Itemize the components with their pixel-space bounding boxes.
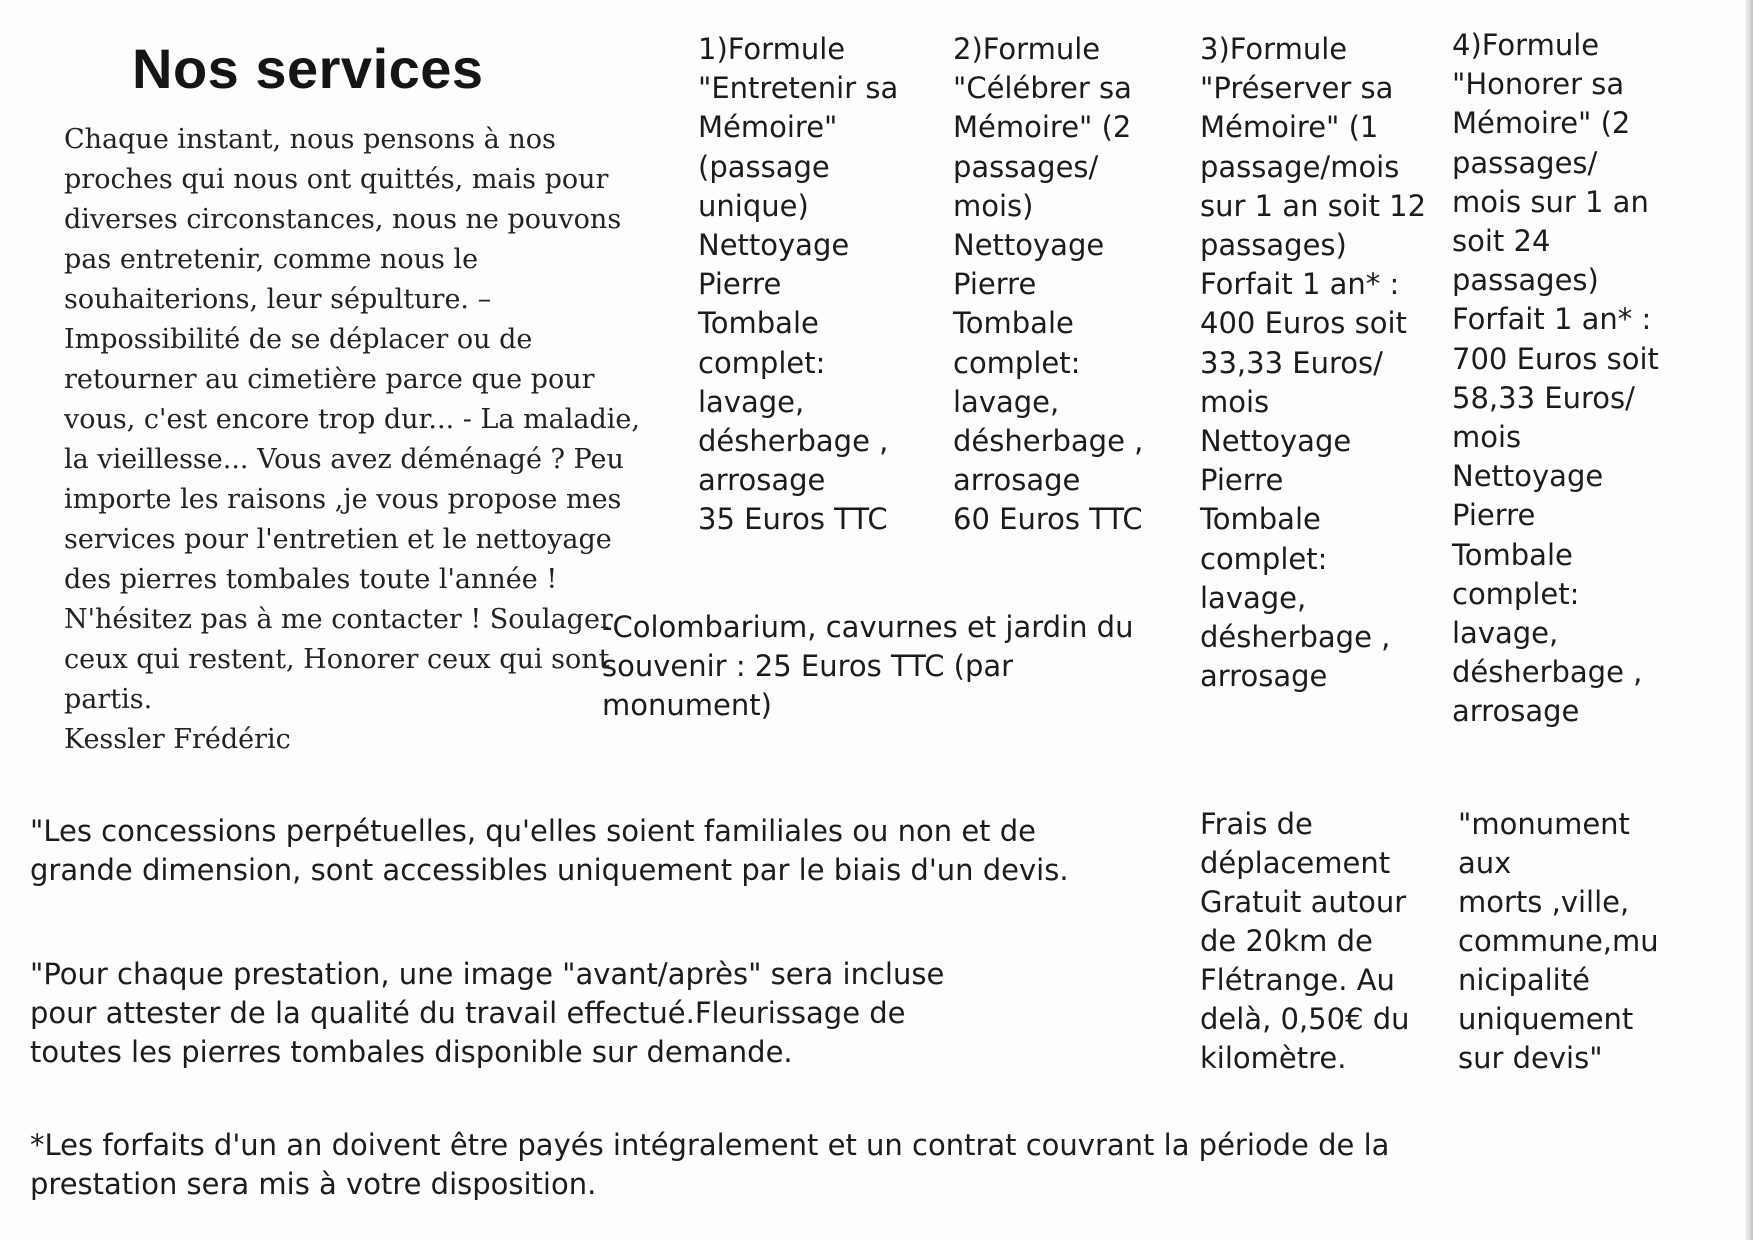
forfaits-footnote-text: *Les forfaits d'un an doivent être payés intégralement et un contrat couvrant la période de la prestation sera mis à votre disposition. [30,1128,1390,1201]
intro-text-block [64,120,654,760]
formula-3 [1200,30,1440,696]
monument-note [1458,805,1698,1078]
page-title: Nos services [132,37,484,100]
intro-paragraph: Chaque instant, nous pensons à nos proches qui nous ont quittés, mais pour diverses circonstances, nous ne pouvons pas entretenir, comme nous le souhaiterions, leur sépulture. – Impossibilité de se déplacer ou de retourner au cimetière parce que pour vous, c'est encore trop dur... - La maladie, la vieillesse... Vous avez déménagé ? Peu importe les raisons ,je vous propose mes services pour l'entretien et le nettoyage des pierres tombales toute l'année ! N'hésitez pas à me contacter ! Soulager ceux qui restent, Honorer ceux qui sont partis. [64,124,640,715]
colombarium-price: -Colombarium, cavurnes et jardin du souvenir : 25 Euros TTC (par monument) [602,610,1134,722]
concessions-note [30,812,1180,890]
formula-4 [1452,26,1712,732]
formula-2 [953,30,1183,540]
signature: Kessler Frédéric [64,724,291,755]
formula-1 [698,30,938,540]
formula-4-text: 4)Formule "Honorer sa Mémoire" (2 passages/ mois sur 1 an soit 24 passages) Forfait 1 an* : 700 Euros soit 58,33 Euros/ mois Nettoyage Pierre Tombale complet: lavage, désherbage , arrosage [1452,28,1659,729]
formula-2-text: 2)Formule "Célébrer sa Mémoire" (2 passages/ mois) Nettoyage Pierre Tombale complet: lavage, désherbage , arrosage 60 Euros TTC [953,32,1144,537]
monument-note-text: "monument aux morts ,ville, commune,mu nicipalité uniquement sur devis" [1458,807,1659,1075]
forfaits-footnote [30,1126,1480,1204]
concessions-text: "Les concessions perpétuelles, qu'elles soient familiales ou non et de grande dimension, sont accessibles uniquement par le biais d'un devis. [30,814,1069,887]
prestation-text: "Pour chaque prestation, une image "avant/après" sera incluse pour attester de la qualité du travail effectué.Fleurissage de toutes les pierres tombales disponible sur demande. [30,957,945,1069]
travel-fees [1200,805,1440,1078]
formula-1-text: 1)Formule "Entretenir sa Mémoire" (passage unique) Nettoyage Pierre Tombale complet: lavage, désherbage , arrosage 35 Euros TTC [698,32,899,537]
scan-edge-shadow [1745,0,1751,1240]
formula-3-text: 3)Formule "Préserver sa Mémoire" (1 passage/mois sur 1 an soit 12 passages) Forfait 1 an* : 400 Euros soit 33,33 Euros/ mois Nettoyage Pierre Tombale complet: lavage, désherbage , arrosage [1200,32,1427,694]
travel-fees-text: Frais de déplacement Gratuit autour de 20km de Flétrange. Au delà, 0,50€ du kilomètre. [1200,807,1410,1075]
prestation-note [30,955,1010,1072]
